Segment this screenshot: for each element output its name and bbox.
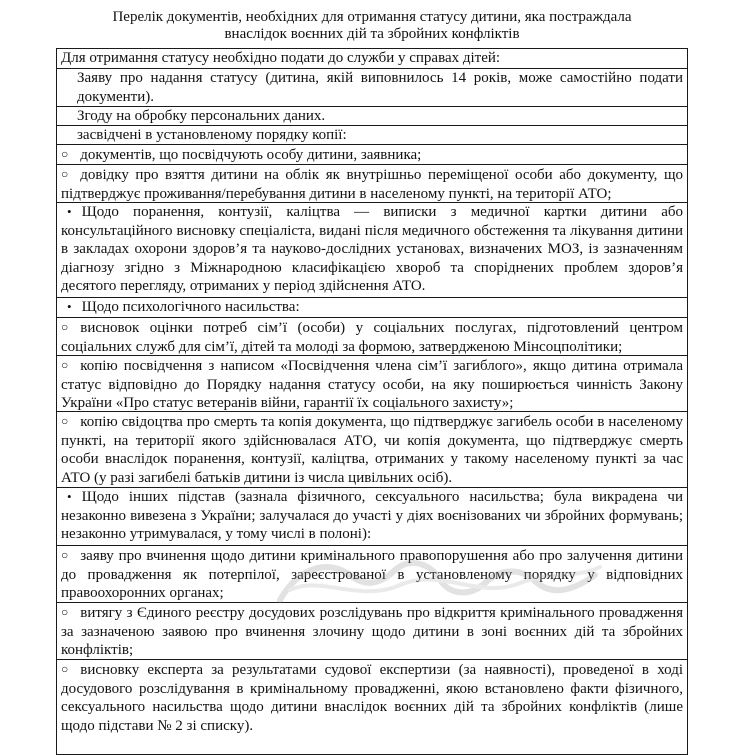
row-text: засвідчені в установленому порядку копії: [77, 127, 347, 143]
hollow-circle-icon: ○ [61, 662, 69, 676]
table-row [57, 411, 687, 487]
table-row [57, 487, 687, 545]
table-row [57, 602, 687, 659]
row-text: Щодо психологічного насильства: [81, 299, 300, 315]
hollow-circle-icon: ○ [61, 167, 69, 181]
row-text: висновок оцінки потреб сім’ї (особи) у соціальних послугах, підготовлений центром соціальних служб для сім’ї, дітей та молоді за формою, затвердженою Мінсоцполітики; [61, 320, 683, 355]
bullet-icon: • [67, 489, 72, 504]
hollow-circle-icon: ○ [61, 414, 69, 428]
hollow-circle-icon: ○ [61, 548, 69, 562]
hollow-circle-icon: ○ [61, 147, 69, 161]
hollow-circle-icon: ○ [61, 605, 69, 619]
row-text: висновку експерта за результатами судової експертизи (за наявності), проведеної в ході досудового розслідування в кримінальному провадженні, якою встановлено факти фізичного, сексуального насильства щодо дитини внаслідок воєнних дій та збройних конфліктів (лише щодо підстави № 2 зі списку). [61, 662, 683, 734]
hollow-circle-icon: ○ [61, 358, 69, 372]
title-line-2: внаслідок воєнних дій та збройних конфліктів [224, 26, 520, 42]
table-row [57, 659, 687, 754]
row-text: Щодо поранення, контузії, каліцтва — виписки з медичної картки дитини або консультаційного висновку спеціаліста, видані після медичного обстеження та лікування дитини в закладах охорони здоров’я та науково-дослідних установах, визначених МОЗ, із зазначенням діагнозу згідно з Міжнародною класифікацією хвороб та споріднених проблем здоров’я десятого перегляду, отриманих у період здійснення АТО. [61, 204, 683, 294]
row-text: Згоду на обробку персональних даних. [77, 108, 326, 124]
table-row [57, 545, 687, 602]
table-row [57, 106, 687, 125]
hollow-circle-icon: ○ [61, 320, 69, 334]
table-row [57, 144, 687, 164]
bullet-icon: • [67, 299, 72, 314]
row-text: заяву про вчинення щодо дитини кримінального правопорушення або про залучення дитини до провадження як потерпілої, зареєстрованої в установленому порядку у відповідних правоохоронних органах; [61, 548, 683, 601]
table-row [57, 68, 687, 106]
row-text: копію посвідчення з написом «Посвідчення члена сім’ї загиблого», якщо дитина отримала статус відповідно до Порядку надання статусу особи, на яку поширюється чинність Закону України «Про статус ветеранів війни, гарантії їх соціального захисту»; [61, 358, 683, 411]
row-text: Щодо інших підстав (зазнала фізичного, сексуального насильства; була викрадена чи незаконно вивезена з України; залучалася до участі у діях воєнізованих чи збройних формувань; незаконно утримувалася, у тому числі в полоні): [61, 489, 683, 542]
bullet-icon: • [67, 204, 72, 219]
row-text: документів, що посвідчують особу дитини, заявника; [80, 147, 422, 163]
row-text: довідку про взяття дитини на облік як внутрішньо переміщеної особи або документу, що підтверджує проживання/перебування дитини в населеному пункті, на території АТО; [61, 167, 683, 202]
table-row [57, 317, 687, 355]
row-text: Для отримання статусу необхідно подати до служби у справах дітей: [61, 50, 501, 66]
title-line-1: Перелік документів, необхідних для отримання статусу дитини, яка постраждала [112, 9, 632, 25]
table-row [57, 355, 687, 411]
table-row [57, 202, 687, 297]
table-row [57, 49, 687, 68]
document-title [56, 9, 688, 43]
table-row [57, 297, 687, 317]
table-row [57, 164, 687, 202]
documents-table [56, 48, 688, 755]
row-text: Заяву про надання статусу (дитина, якій виповнилось 14 років, може самостійно подати документи). [77, 70, 683, 105]
table-row [57, 125, 687, 144]
row-text: копію свідоцтва про смерть та копія документа, що підтверджує загибель особи в населеному пункті, на території якого здійснювалася АТО, чи копія документа, що підтверджує смерть особи внаслідок поранення, контузії, каліцтва, отриманих у такому населеному пункті за час АТО (у разі загибелі батьків дитини із числа цивільних осіб). [61, 414, 683, 486]
row-text: витягу з Єдиного реєстру досудових розслідувань про відкриття кримінального провадження за зазначеною заявою про вчинення злочину щодо дитини в зоні воєнних дій та збройних конфліктів; [61, 605, 683, 658]
